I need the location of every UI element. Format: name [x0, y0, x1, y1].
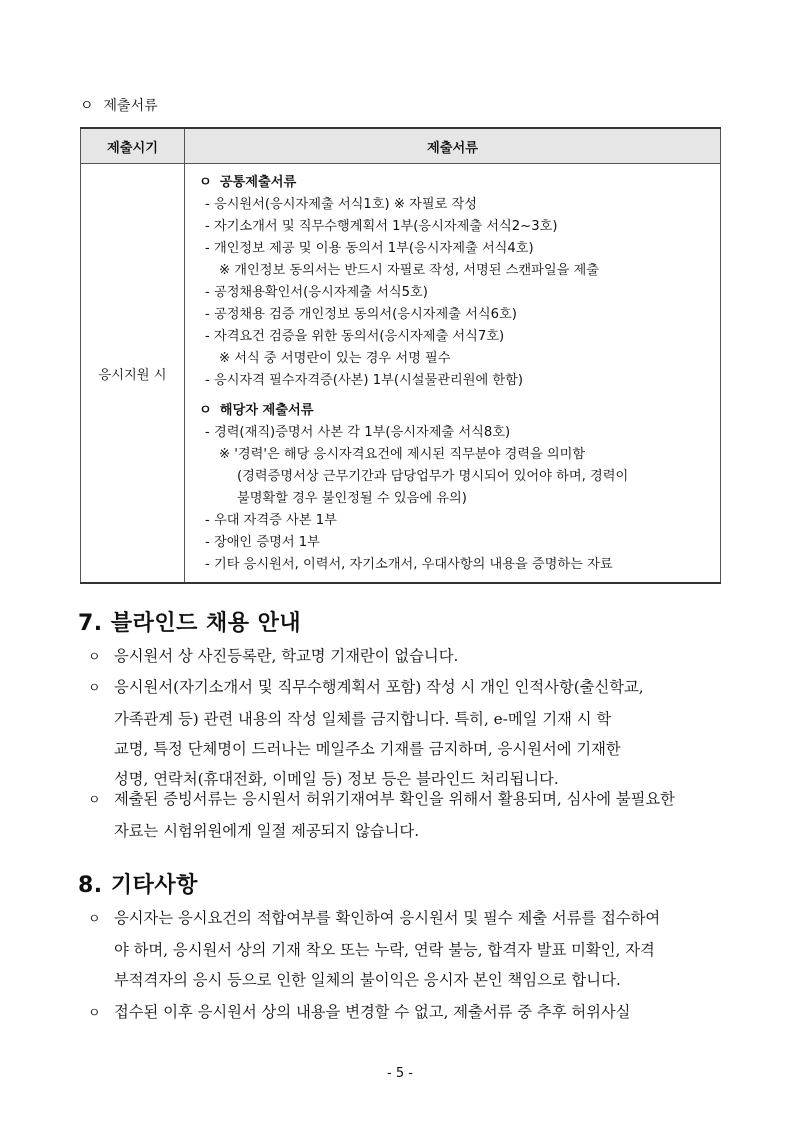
common-group-title	[199, 172, 714, 194]
applicable-item: - 경력(재직)증명서 사본 각 1부(응시자제출 서식8호)	[205, 425, 511, 440]
section-8-heading: 8. 기타사항	[78, 873, 198, 898]
group-mark: ㅇ	[199, 175, 212, 190]
submission-table	[80, 127, 721, 584]
section-8-paragraph-1	[88, 903, 728, 995]
common-item: - 응시자격 필수자격증(사본) 1부(시설물관리원에 한함)	[205, 373, 524, 388]
submission-title	[80, 95, 158, 115]
common-item: - 자격요건 검증을 위한 동의서(응시자제출 서식7호)	[205, 329, 505, 344]
page-number: - 5 -	[387, 1066, 413, 1081]
header-documents: 제출서류	[185, 128, 721, 164]
applicable-note-detail: (경력증명서상 근무기간과 담당업무가 명시되어 있어야 하며, 경력이	[237, 469, 629, 484]
section-7-paragraph-2	[88, 672, 728, 794]
paragraph-line: ㅇ 접수된 이후 응시원서 상의 내용을 변경할 수 없고, 제출서류 중 추후 허위사실	[88, 997, 728, 1029]
paragraph-line: ㅇ 응시자는 응시요건의 적합여부를 확인하여 응시원서 및 필수 제출 서류를 접수하여	[88, 903, 728, 935]
paragraph-line: 야 하며, 응시원서 상의 기재 착오 또는 누락, 연락 불능, 합격자 발표 미확인, 자격	[114, 941, 655, 959]
section-7-heading: 7. 블라인드 채용 안내	[78, 611, 302, 636]
common-note: ※ 개인정보 동의서는 반드시 자필로 작성, 서명된 스캔파일을 제출	[219, 263, 599, 278]
paragraph-line: 자료는 시험위원에게 일절 제공되지 않습니다.	[114, 822, 420, 840]
submission-title-text: 제출서류	[103, 98, 158, 114]
paragraph-line: 성명, 연락처(휴대전화, 이메일 등) 정보 등은 블라인드 처리됩니다.	[114, 770, 559, 788]
paragraph-line: 교명, 특정 단체명이 드러나는 메일주소 기재를 금지하며, 응시원서에 기재한	[114, 740, 621, 758]
paragraph-line: ㅇ 응시원서 상 사진등록란, 학교명 기재란이 없습니다.	[88, 641, 728, 673]
group-mark: ㅇ	[199, 403, 212, 418]
applicable-item: - 장애인 증명서 1부	[205, 535, 320, 550]
common-group-label: 공통제출서류	[219, 175, 297, 190]
timing-cell: 응시지원 시	[81, 164, 185, 584]
documents-cell	[185, 164, 721, 584]
applicable-group-title	[199, 400, 714, 422]
bullet-mark: ㅇ	[88, 912, 101, 927]
common-item: - 공정채용 검증 개인정보 동의서(응시자제출 서식6호)	[205, 307, 517, 322]
common-item: - 개인정보 제공 및 이용 동의서 1부(응시자제출 서식4호)	[205, 241, 534, 256]
bullet-mark: ㅇ	[88, 793, 101, 808]
common-item: - 응시원서(응시자제출 서식1호) ※ 자필로 작성	[205, 197, 478, 212]
bullet-mark: ㅇ	[88, 650, 101, 665]
applicable-note: ※ '경력'은 해당 응시자격요건에 제시된 직무분야 경력을 의미함	[219, 447, 586, 462]
section-7-paragraph-1	[88, 641, 728, 673]
paragraph-line: 부적격자의 응시 등으로 인한 일체의 불이익은 응시자 본인 책임으로 합니다.	[114, 971, 621, 989]
paragraph-line: ㅇ 제출된 증빙서류는 응시원서 허위기재여부 확인을 위해서 활용되며, 심사에 불필요한	[88, 784, 728, 816]
common-note: ※ 서식 중 서명란이 있는 경우 서명 필수	[219, 351, 451, 366]
bullet-mark: ㅇ	[80, 98, 94, 114]
applicable-item: - 기타 응시원서, 이력서, 자기소개서, 우대사항의 내용을 증명하는 자료	[205, 557, 613, 572]
paragraph-line: ㅇ 응시원서(자기소개서 및 직무수행계획서 포함) 작성 시 개인 인적사항(출신학교,	[88, 672, 728, 704]
section-8-paragraph-2	[88, 997, 728, 1029]
applicable-group-label: 해당자 제출서류	[219, 403, 314, 418]
applicable-note-detail: 불명확할 경우 불인정될 수 있음에 유의)	[237, 491, 467, 506]
paragraph-line: 가족관계 등) 관련 내용의 작성 일체를 금지합니다. 특히, e-메일 기재 시 학	[114, 710, 612, 728]
common-item: - 공정채용확인서(응시자제출 서식5호)	[205, 285, 428, 300]
applicable-item: - 우대 자격증 사본 1부	[205, 513, 337, 528]
common-item: - 자기소개서 및 직무수행계획서 1부(응시자제출 서식2~3호)	[205, 219, 558, 234]
header-timing: 제출시기	[81, 128, 185, 164]
bullet-mark: ㅇ	[88, 1006, 101, 1021]
section-7-paragraph-3	[88, 784, 728, 846]
bullet-mark: ㅇ	[88, 681, 101, 696]
